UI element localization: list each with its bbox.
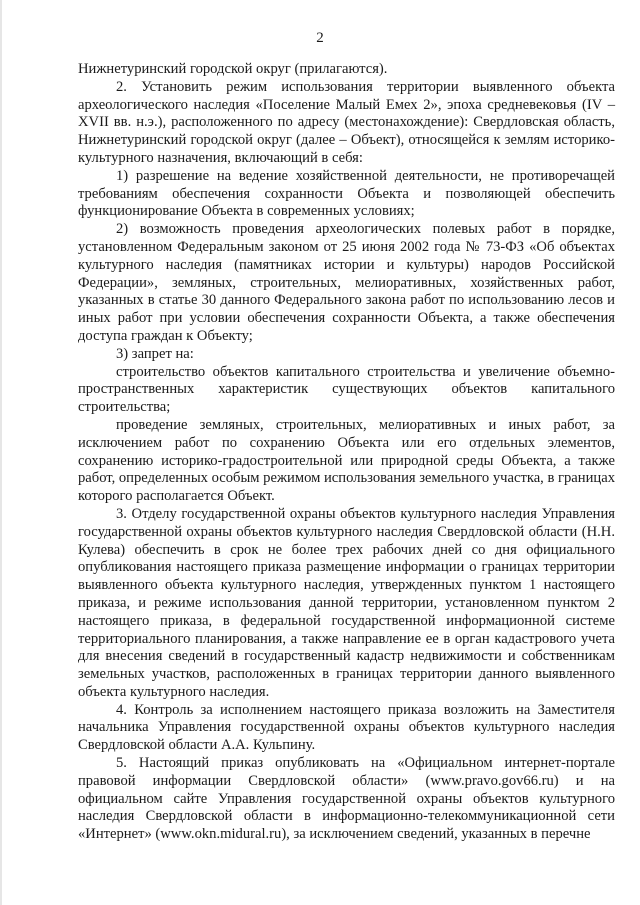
document-body bbox=[78, 61, 615, 844]
page-number: 2 bbox=[316, 30, 324, 46]
paragraph: проведение земляных, строительных, мелиоративных и иных работ, за исключением работ по сохранению Объекта или его отдельных элементов, сохранению историко-градостроительной или природной среды Объекта, а также работ, определенных особым режимом использования земельного участка, в границах которого располагается Объект. bbox=[78, 416, 615, 505]
paragraph: 3. Отделу государственной охраны объектов культурного наследия Управления государственной охраны объектов культурного наследия Свердловской области (Н.Н. Кулева) обеспечить в срок не более трех рабочих дней со дня официального опубликования настоящего приказа размещение информации о границах территории выявленного объекта культурного наследия, утвержденных пунктом 1 настоящего приказа, и режиме использования данной территории, установленном пунктом 2 настоящего приказа, в федеральной государственной информационной системе территориального планирования, а также направление ее в орган кадастрового учета для внесения сведений в государственный кадастр недвижимости и собственникам земельных участков, расположенных в границах территории данного выявленного объекта культурного наследия. bbox=[78, 505, 615, 700]
scan-edge bbox=[0, 0, 2, 905]
paragraph: 5. Настоящий приказ опубликовать на «Официальном интернет-портале правовой информации Свердловской области» (www.pravo.gov66.ru) и на официальном сайте Управления государственной охраны объектов культурного наследия Свердловской области в информационно-телекоммуникационной сети «Интернет» (www.okn.midural.ru), за исключением сведений, указанных в перечне bbox=[78, 755, 615, 843]
paragraph: 3) запрет на: bbox=[116, 345, 194, 362]
paragraph: строительство объектов капитального строительства и увеличение объемно-пространственных характеристик существующих объектов капитального строительства; bbox=[78, 363, 615, 416]
paragraph: Нижнетуринский городской округ (прилагаются). bbox=[78, 61, 388, 77]
paragraph: 1) разрешение на ведение хозяйственной деятельности, не противоречащей требованиям обеспечения сохранности Объекта и позволяющей обеспечить функционирование Объекта в современных условиях; bbox=[78, 167, 615, 220]
paragraph: 2) возможность проведения археологических полевых работ в порядке, установленном Федеральным законом от 25 июня 2002 года № 73-ФЗ «Об объектах культурного наследия (памятниках истории и культуры) народов Российской Федерации», земляных, строительных, мелиоративных, хозяйственных работ, указанных в статье 30 данного Федерального закона работ по использованию лесов и иных работ при условии обеспечения сохранности Объекта, а также обеспечения доступа граждан к Объекту; bbox=[78, 221, 615, 344]
paragraph: 4. Контроль за исполнением настоящего приказа возложить на Заместителя начальника Управления государственной охраны объектов культурного наследия Свердловской области А.А. Кульпину. bbox=[78, 701, 615, 754]
paragraph: 2. Установить режим использования территории выявленного объекта археологического наследия «Поселение Малый Емех 2», эпоха средневековья (IV – XVII вв. н.э.), расположенного по адресу (местонахождение): Свердловская область, Нижнетуринский городской округ (далее – Объект), относящейся к землям историко-культурного назначения, включающий в себя: bbox=[78, 78, 615, 166]
